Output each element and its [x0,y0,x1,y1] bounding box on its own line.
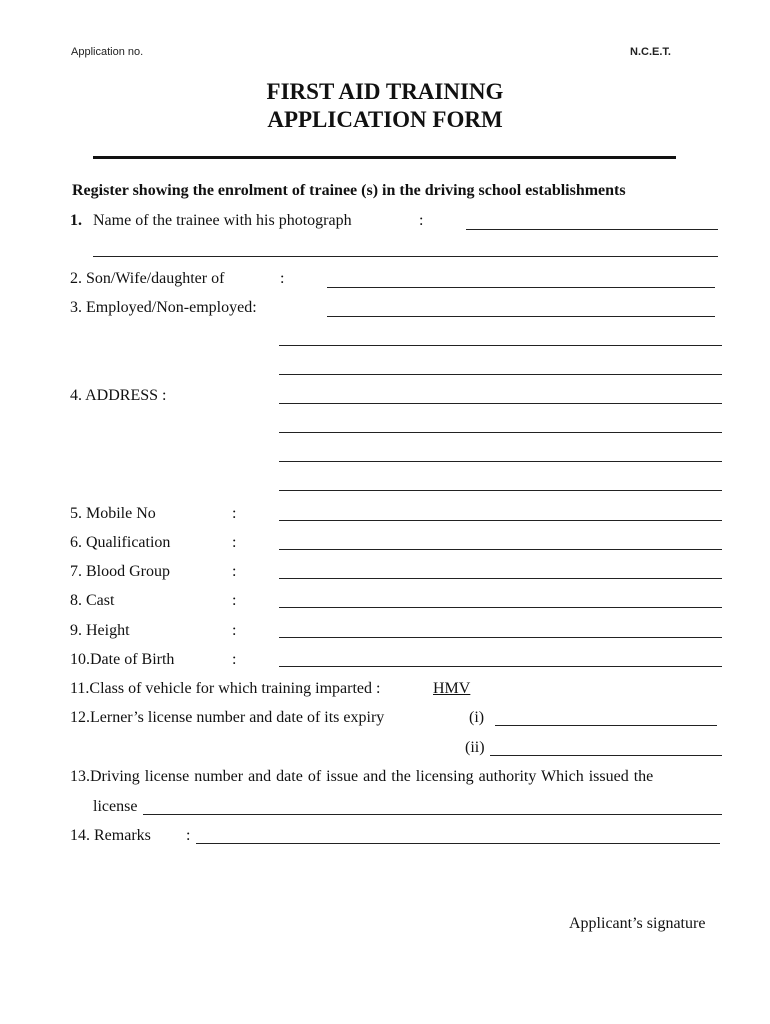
trainee-name-label: Name of the trainee with his photograph [93,212,352,229]
driving-license-field[interactable] [143,814,722,815]
application-number-label: Application no. [71,46,144,58]
cast-field[interactable] [279,607,722,608]
address-line-4[interactable] [279,432,722,433]
driving-license-label: 13.Driving license number and date of issue and the licensing authority Which issued the [70,768,654,785]
height-label: 9. Height [70,622,130,639]
field-1-number: 1. [70,212,82,229]
form-title-line-2: APPLICATION FORM [267,107,503,132]
remarks-label: 14. Remarks [70,827,151,844]
title-divider [93,156,676,159]
blood-group-label: 7. Blood Group [70,563,170,580]
relation-name-field[interactable] [327,287,715,288]
applicant-signature-label: Applicant’s signature [569,915,706,932]
learner-license-option-i: (i) [469,709,485,726]
vehicle-class-label: 11.Class of vehicle for which training imparted : [70,680,381,697]
relation-name-colon: : [280,270,285,287]
date-of-birth-field[interactable] [279,666,722,667]
cast-colon: : [232,592,237,609]
employment-status-label: 3. Employed/Non-employed: [70,299,257,316]
mobile-no-field[interactable] [279,520,722,521]
height-colon: : [232,622,237,639]
mobile-no-label: 5. Mobile No [70,505,156,522]
learner-license-field-ii[interactable] [490,755,722,756]
remarks-field[interactable] [196,843,720,844]
mobile-no-colon: : [232,505,237,522]
learner-license-field-i[interactable] [495,725,717,726]
blood-group-colon: : [232,563,237,580]
address-line-3[interactable] [279,403,722,404]
date-of-birth-label: 10.Date of Birth [70,651,175,668]
qualification-colon: : [232,534,237,551]
address-line-5[interactable] [279,461,722,462]
learner-license-label: 12.Lerner’s license number and date of its expiry [70,709,385,726]
trainee-name-colon: : [419,212,424,229]
address-label: 4. ADDRESS : [70,387,167,404]
learner-license-option-ii: (ii) [465,739,485,756]
address-line-2[interactable] [279,374,722,375]
employment-status-field[interactable] [327,316,715,317]
vehicle-class-value: HMV [433,680,471,697]
relation-name-label: 2. Son/Wife/daughter of [70,270,225,287]
qualification-field[interactable] [279,549,722,550]
trainee-name-field[interactable] [466,229,718,230]
remarks-colon: : [186,827,191,844]
date-of-birth-colon: : [232,651,237,668]
trainee-name-field-continued[interactable] [93,256,718,257]
organization-name: N.C.E.T. [630,46,671,58]
form-title-line-1: FIRST AID TRAINING [266,79,504,104]
driving-license-label-continued: license [93,798,138,815]
address-line-6[interactable] [279,490,722,491]
cast-label: 8. Cast [70,592,115,609]
blood-group-field[interactable] [279,578,722,579]
form-subtitle: Register showing the enrolment of trainee (s) in the driving school establishments [72,182,626,199]
qualification-label: 6. Qualification [70,534,171,551]
address-line-1[interactable] [279,345,722,346]
height-field[interactable] [279,637,722,638]
